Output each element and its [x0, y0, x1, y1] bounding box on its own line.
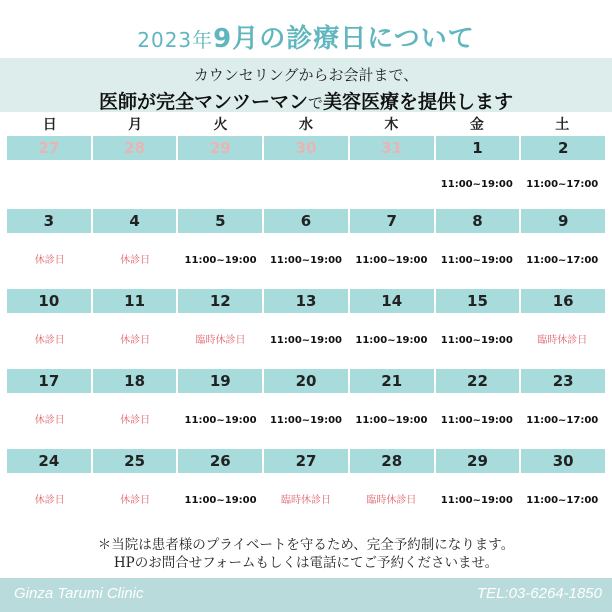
date-row [7, 369, 605, 393]
hours-cell: 11:00~19:00 [440, 495, 513, 506]
hours-cell: 11:00~19:00 [184, 415, 257, 426]
hours-cell: 11:00~19:00 [440, 415, 513, 426]
calendar-week [7, 136, 605, 209]
page-title [0, 18, 612, 55]
closed-day-label: 臨時休診日 [366, 495, 417, 506]
date-cell: 11 [93, 289, 179, 313]
note-line2: HPのお問合せフォームもしくは電話にてご予約くださいませ。 [113, 555, 499, 571]
banner-line2-a: 医師が完全マンツーマン [98, 91, 308, 113]
calendar-weeks [7, 136, 605, 529]
hours-cell: 11:00~17:00 [526, 495, 599, 506]
hours-cell: 11:00~17:00 [526, 255, 599, 266]
hours-cell: 11:00~17:00 [526, 179, 599, 190]
weekday-header [7, 114, 605, 136]
info-banner [0, 58, 612, 112]
date-cell: 13 [264, 289, 350, 313]
clinic-phone: TEL:03-6264-1850 [476, 585, 602, 602]
date-cell: 10 [7, 289, 93, 313]
date-cell: 24 [7, 449, 93, 473]
calendar-grid [7, 114, 605, 529]
date-cell: 25 [93, 449, 179, 473]
date-cell: 5 [178, 209, 264, 233]
date-cell: 6 [264, 209, 350, 233]
hours-cell: 11:00~19:00 [184, 255, 257, 266]
weekday-label: 月 [128, 117, 143, 133]
date-cell: 29 [178, 136, 264, 160]
date-cell: 27 [7, 136, 93, 160]
date-cell: 17 [7, 369, 93, 393]
date-cell: 8 [436, 209, 522, 233]
hours-cell: 11:00~19:00 [269, 335, 342, 346]
hours-row [7, 473, 605, 529]
date-cell: 30 [264, 136, 350, 160]
clinic-name: Ginza Tarumi Clinic [14, 585, 144, 602]
date-cell: 1 [436, 136, 522, 160]
banner-line2 [0, 87, 612, 114]
closed-day-label: 休診日 [34, 255, 65, 266]
date-cell: 9 [557, 212, 569, 230]
hours-cell [92, 160, 177, 209]
hours-cell: 11:00~19:00 [440, 179, 513, 190]
date-cell: 26 [178, 449, 264, 473]
calendar-week [7, 369, 605, 449]
date-cell: 15 [436, 289, 522, 313]
banner-line2-c: 美容医療を提供します [323, 91, 514, 113]
date-cell: 20 [264, 369, 350, 393]
closed-day-label: 休診日 [120, 495, 151, 506]
date-row [7, 136, 605, 160]
hours-cell: 11:00~17:00 [526, 415, 599, 426]
hours-cell: 11:00~19:00 [440, 255, 513, 266]
footer-bar [0, 578, 612, 612]
date-cell: 12 [178, 289, 264, 313]
weekday-label: 火 [213, 117, 228, 133]
date-cell: 28 [93, 136, 179, 160]
date-cell: 7 [350, 209, 436, 233]
calendar-week [7, 449, 605, 529]
date-cell: 18 [93, 369, 179, 393]
date-cell: 31 [350, 136, 436, 160]
hours-cell: 11:00~19:00 [355, 255, 428, 266]
hours-cell: 11:00~19:00 [355, 335, 428, 346]
date-row [7, 209, 605, 233]
hours-row [7, 160, 605, 209]
date-row [7, 449, 605, 473]
hours-row [7, 233, 605, 289]
date-cell: 23 [552, 372, 574, 390]
title-main: 9月の診療日について [213, 24, 475, 54]
hours-cell [7, 160, 92, 209]
hours-cell: 11:00~19:00 [355, 415, 428, 426]
closed-day-label: 休診日 [120, 335, 151, 346]
hours-row [7, 393, 605, 449]
calendar-week [7, 289, 605, 369]
closed-day-label: 休診日 [34, 495, 65, 506]
weekday-label: 水 [298, 117, 313, 133]
date-cell: 27 [264, 449, 350, 473]
weekday-label: 木 [384, 117, 399, 133]
hours-cell: 11:00~19:00 [269, 255, 342, 266]
date-cell: 4 [93, 209, 179, 233]
closed-day-label: 臨時休診日 [280, 495, 331, 506]
date-cell: 21 [350, 369, 436, 393]
date-row [7, 289, 605, 313]
closed-day-label: 休診日 [120, 255, 151, 266]
weekday-label: 日 [42, 117, 57, 133]
weekday-label: 土 [555, 117, 570, 133]
calendar-week [7, 209, 605, 289]
closed-day-label: 休診日 [120, 415, 151, 426]
hours-cell: 11:00~19:00 [184, 495, 257, 506]
hours-row [7, 313, 605, 369]
reservation-note [0, 536, 612, 572]
closed-day-label: 休診日 [34, 335, 65, 346]
banner-line2-b: で [307, 94, 323, 112]
weekday-label: 金 [469, 117, 484, 133]
note-line1: ＊当院は患者様のプライベートを守るため、完全予約制になります。 [97, 537, 515, 553]
date-cell: 3 [7, 209, 93, 233]
date-cell: 14 [350, 289, 436, 313]
hours-cell [178, 160, 263, 209]
closed-day-label: 休診日 [34, 415, 65, 426]
banner-line1: カウンセリングからお会計まで、 [193, 66, 419, 84]
hours-cell: 11:00~19:00 [269, 415, 342, 426]
date-cell: 22 [436, 369, 522, 393]
date-cell: 28 [350, 449, 436, 473]
title-year: 2023年 [137, 28, 214, 52]
closed-day-label: 臨時休診日 [195, 335, 246, 346]
hours-cell: 11:00~19:00 [440, 335, 513, 346]
date-cell: 19 [178, 369, 264, 393]
date-cell: 29 [436, 449, 522, 473]
date-cell: 30 [552, 452, 574, 470]
hours-cell [349, 160, 434, 209]
date-cell: 2 [557, 139, 569, 157]
hours-cell [263, 160, 348, 209]
closed-day-label: 臨時休診日 [537, 335, 588, 346]
date-cell: 16 [552, 292, 574, 310]
